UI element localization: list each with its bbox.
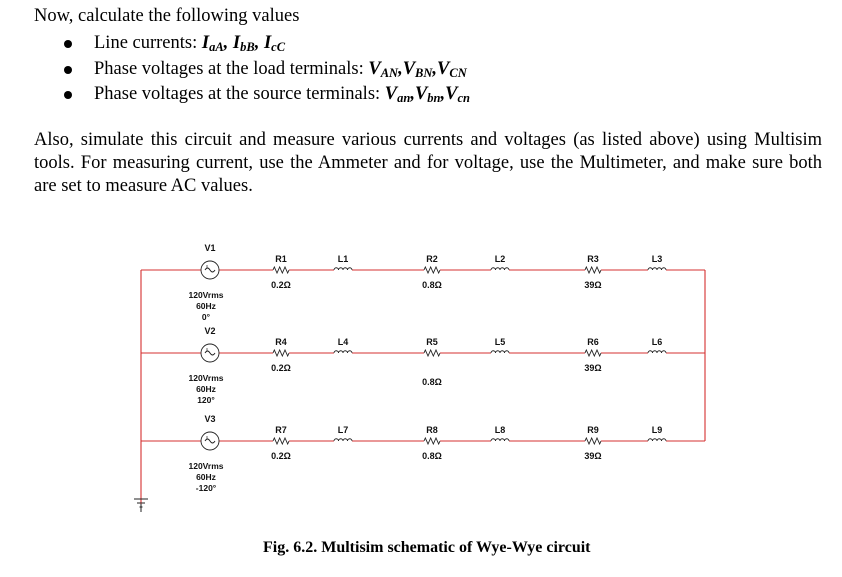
resistor-value: 0.8Ω bbox=[422, 451, 442, 461]
resistor-name: R8 bbox=[426, 425, 438, 435]
source-frequency: 60Hz bbox=[196, 301, 216, 311]
resistor-name: R5 bbox=[426, 337, 438, 347]
bullet-load-voltages: Phase voltages at the load terminals: VAN,VBN,VCN bbox=[62, 57, 470, 83]
resistor-value: 0.8Ω bbox=[422, 280, 442, 290]
resistor-value: 0.2Ω bbox=[271, 363, 291, 373]
resistor-value: 0.2Ω bbox=[271, 451, 291, 461]
source-frequency: 60Hz bbox=[196, 472, 216, 482]
resistor-symbol bbox=[585, 350, 601, 356]
resistor-value: 39Ω bbox=[584, 363, 602, 373]
resistor-name: R9 bbox=[587, 425, 599, 435]
inductor-name: L9 bbox=[651, 425, 663, 435]
resistor-symbol bbox=[585, 267, 601, 273]
instructions-paragraph: Also, simulate this circuit and measure various currents and voltages (as listed above) using Multisim tools. For measuring current, use the Ammeter and for voltage, use the Multimeter, and make sure both are set to measure AC values. bbox=[34, 130, 822, 196]
inductor-name: L4 bbox=[337, 337, 349, 347]
bullet-source-voltages: Phase voltages at the source terminals: Van,Vbn,Vcn bbox=[62, 82, 470, 108]
inductor-symbol bbox=[334, 268, 352, 270]
resistor-value: 0.2Ω bbox=[271, 280, 291, 290]
inductor-name: L7 bbox=[337, 425, 349, 435]
inductor-name: L2 bbox=[494, 254, 506, 264]
source-voltage: 120Vrms bbox=[188, 290, 224, 300]
resistor-name: R2 bbox=[426, 254, 438, 264]
resistor-symbol bbox=[273, 438, 289, 444]
resistor-value: 0.8Ω bbox=[422, 377, 442, 387]
inductor-name: L5 bbox=[494, 337, 506, 347]
resistor-name: R6 bbox=[587, 337, 599, 347]
inductor-symbol bbox=[491, 439, 509, 441]
source-voltage: 120Vrms bbox=[188, 461, 224, 471]
inductor-symbol bbox=[334, 439, 352, 441]
source-phase: 0° bbox=[201, 312, 211, 322]
inductor-symbol bbox=[648, 439, 666, 441]
inductor-symbol bbox=[491, 351, 509, 353]
inductor-name: L1 bbox=[337, 254, 349, 264]
source-frequency: 60Hz bbox=[196, 384, 216, 394]
resistor-name: R3 bbox=[587, 254, 599, 264]
symbol-list: IaA, IbB, IcC bbox=[201, 33, 286, 54]
inductor-symbol bbox=[334, 351, 352, 353]
source-phase: 120° bbox=[197, 395, 215, 405]
resistor-name: R4 bbox=[275, 337, 287, 347]
source-name: V1 bbox=[204, 243, 216, 253]
resistor-symbol bbox=[585, 438, 601, 444]
resistor-symbol bbox=[424, 438, 440, 444]
source-voltage: 120Vrms bbox=[188, 373, 224, 383]
resistor-value: 39Ω bbox=[584, 451, 602, 461]
resistor-name: R1 bbox=[275, 254, 287, 264]
source-phase: -120° bbox=[195, 483, 217, 493]
inductor-symbol bbox=[648, 268, 666, 270]
resistor-symbol bbox=[273, 267, 289, 273]
inductor-symbol bbox=[491, 268, 509, 270]
symbol-list: Van,Vbn,Vcn bbox=[384, 84, 470, 105]
resistor-name: R7 bbox=[275, 425, 287, 435]
source-name: V2 bbox=[204, 326, 216, 336]
inductor-name: L8 bbox=[494, 425, 506, 435]
inductor-symbol bbox=[648, 351, 666, 353]
inductor-name: L3 bbox=[651, 254, 663, 264]
resistor-value: 39Ω bbox=[584, 280, 602, 290]
inductor-name: L6 bbox=[651, 337, 663, 347]
intro-text: Now, calculate the following values bbox=[34, 6, 300, 26]
resistor-symbol bbox=[424, 350, 440, 356]
figure-caption: Fig. 6.2. Multisim schematic of Wye-Wye circuit bbox=[263, 539, 591, 556]
resistor-symbol bbox=[424, 267, 440, 273]
source-name: V3 bbox=[204, 414, 216, 424]
symbol-list: VAN,VBN,VCN bbox=[368, 58, 467, 80]
bullet-line-currents: Line currents: IaA, IbB, IcC bbox=[62, 31, 470, 57]
resistor-symbol bbox=[273, 350, 289, 356]
